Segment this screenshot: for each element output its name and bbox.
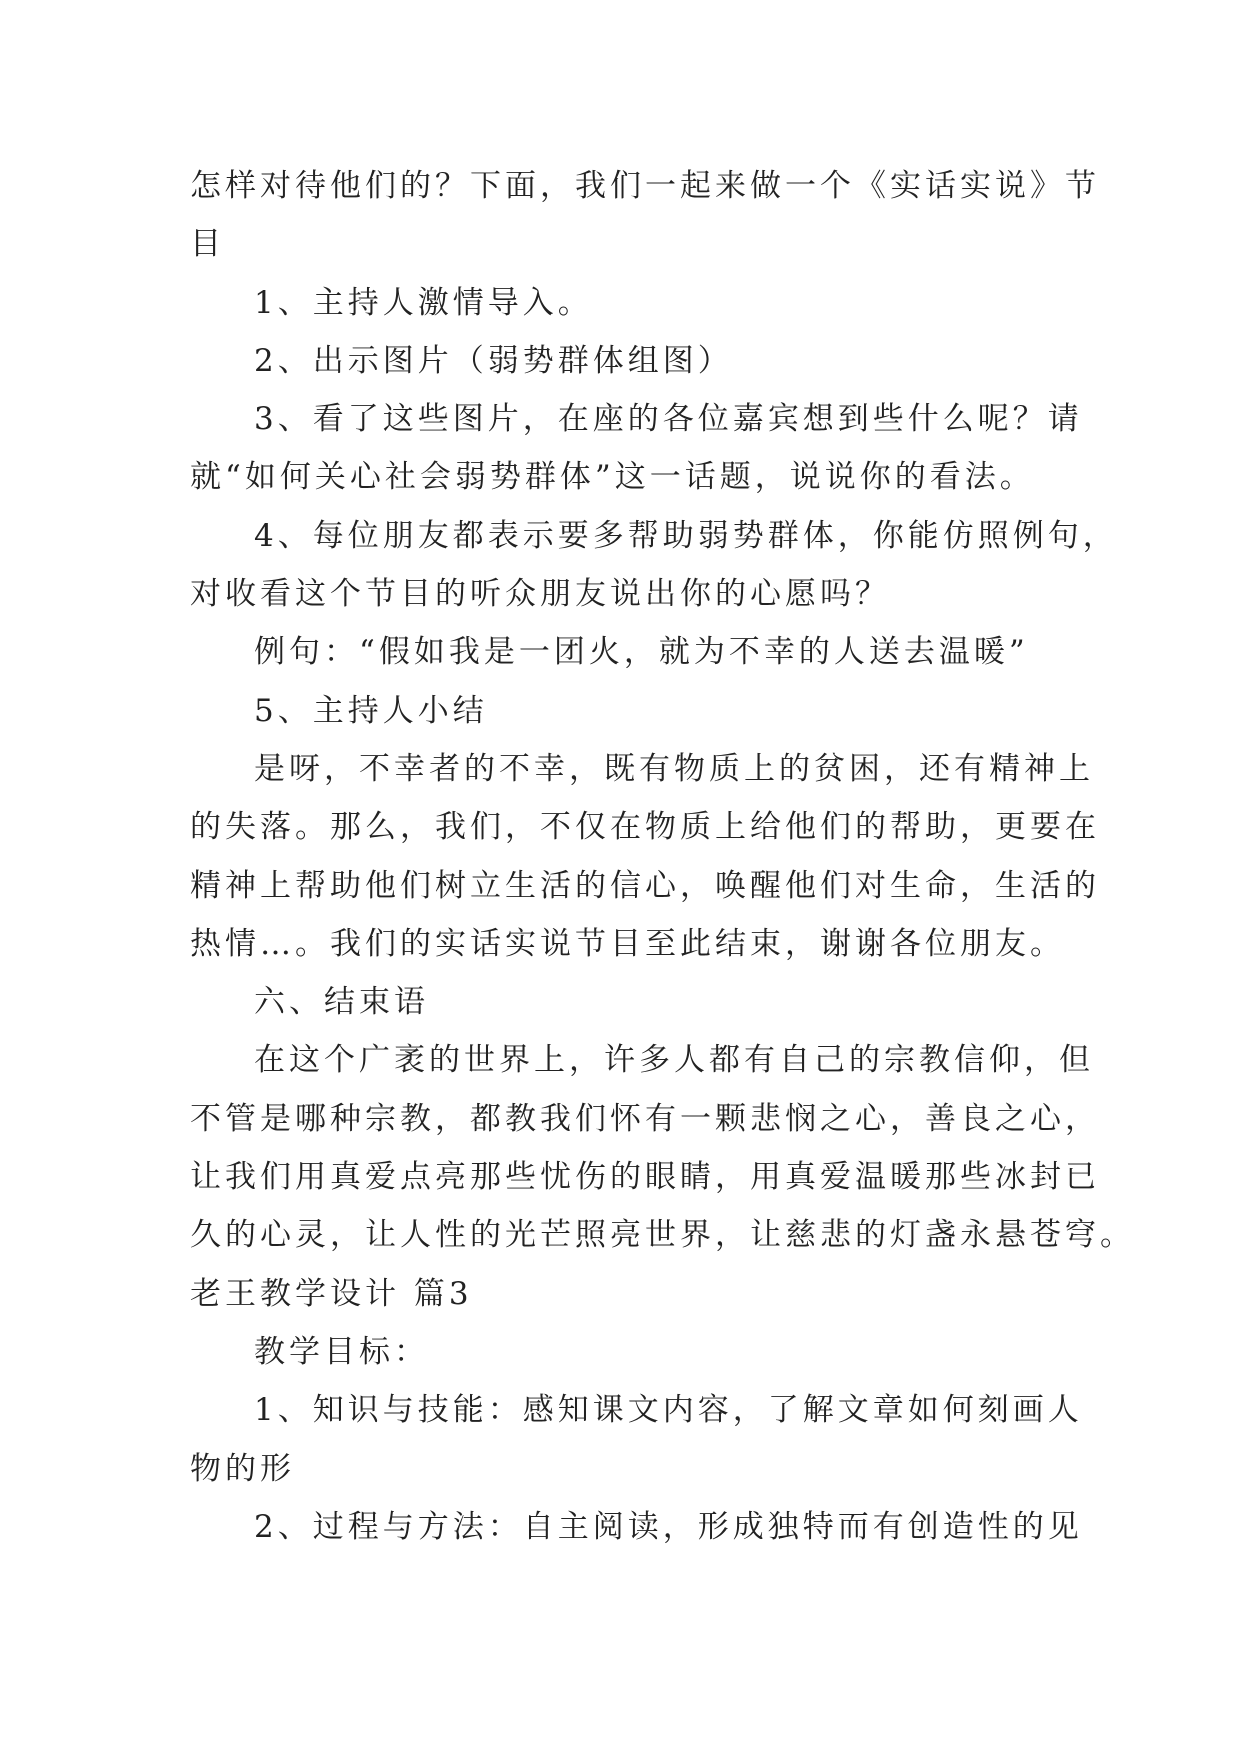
list-item: 1、知识与技能：感知课文内容，了解文章如何刻画人 (254, 1392, 1083, 1429)
text-line: 精神上帮助他们树立生活的信心，唤醒他们对生命，生活的 (190, 867, 1100, 904)
document-body (190, 157, 1135, 1556)
text-line: 热情…。我们的实话实说节目至此结束，谢谢各位朋友。 (190, 925, 1065, 962)
list-item: 2、过程与方法：自主阅读，形成独特而有创造性的见 (254, 1508, 1083, 1545)
text-line: 怎样对待他们的？下面，我们一起来做一个《实话实说》节 (190, 168, 1100, 204)
text-line: 久的心灵，让人性的光芒照亮世界，让慈悲的灯盏永悬苍穹。 (190, 1217, 1135, 1254)
text-line: 就“如何关心社会弱势群体”这一话题，说说你的看法。 (190, 459, 1035, 496)
list-item: 4、每位朋友都表示要多帮助弱势群体，你能仿照例句， (254, 517, 1118, 554)
chapter-title: 老王教学设计 篇3 (190, 1275, 473, 1312)
list-item: 2、出示图片（弱势群体组图） (254, 342, 733, 379)
example-sentence: 例句：“假如我是一团火，就为不幸的人送去温暖” (254, 634, 1029, 671)
paragraph-start: 是呀，不幸者的不幸，既有物质上的贫困，还有精神上 (254, 750, 1094, 787)
list-item: 3、看了这些图片，在座的各位嘉宾想到些什么呢？请 (254, 401, 1083, 438)
list-item: 1、主持人激情导入。 (254, 284, 593, 321)
text-line: 不管是哪种宗教，都教我们怀有一颗悲悯之心，善良之心， (190, 1100, 1100, 1137)
text-line: 让我们用真爱点亮那些忧伤的眼睛，用真爱温暖那些冰封已 (190, 1159, 1100, 1196)
section-heading: 教学目标： (254, 1333, 429, 1370)
text-line: 物的形 (190, 1450, 295, 1487)
paragraph-start: 在这个广袤的世界上，许多人都有自己的宗教信仰，但 (254, 1042, 1094, 1079)
text-line: 的失落。那么，我们，不仅在物质上给他们的帮助，更要在 (190, 809, 1100, 846)
text-line: 对收看这个节目的听众朋友说出你的心愿吗？ (190, 576, 890, 613)
text-line: 目 (190, 226, 225, 263)
list-item: 5、主持人小结 (254, 692, 488, 729)
section-heading: 六、结束语 (254, 984, 429, 1021)
